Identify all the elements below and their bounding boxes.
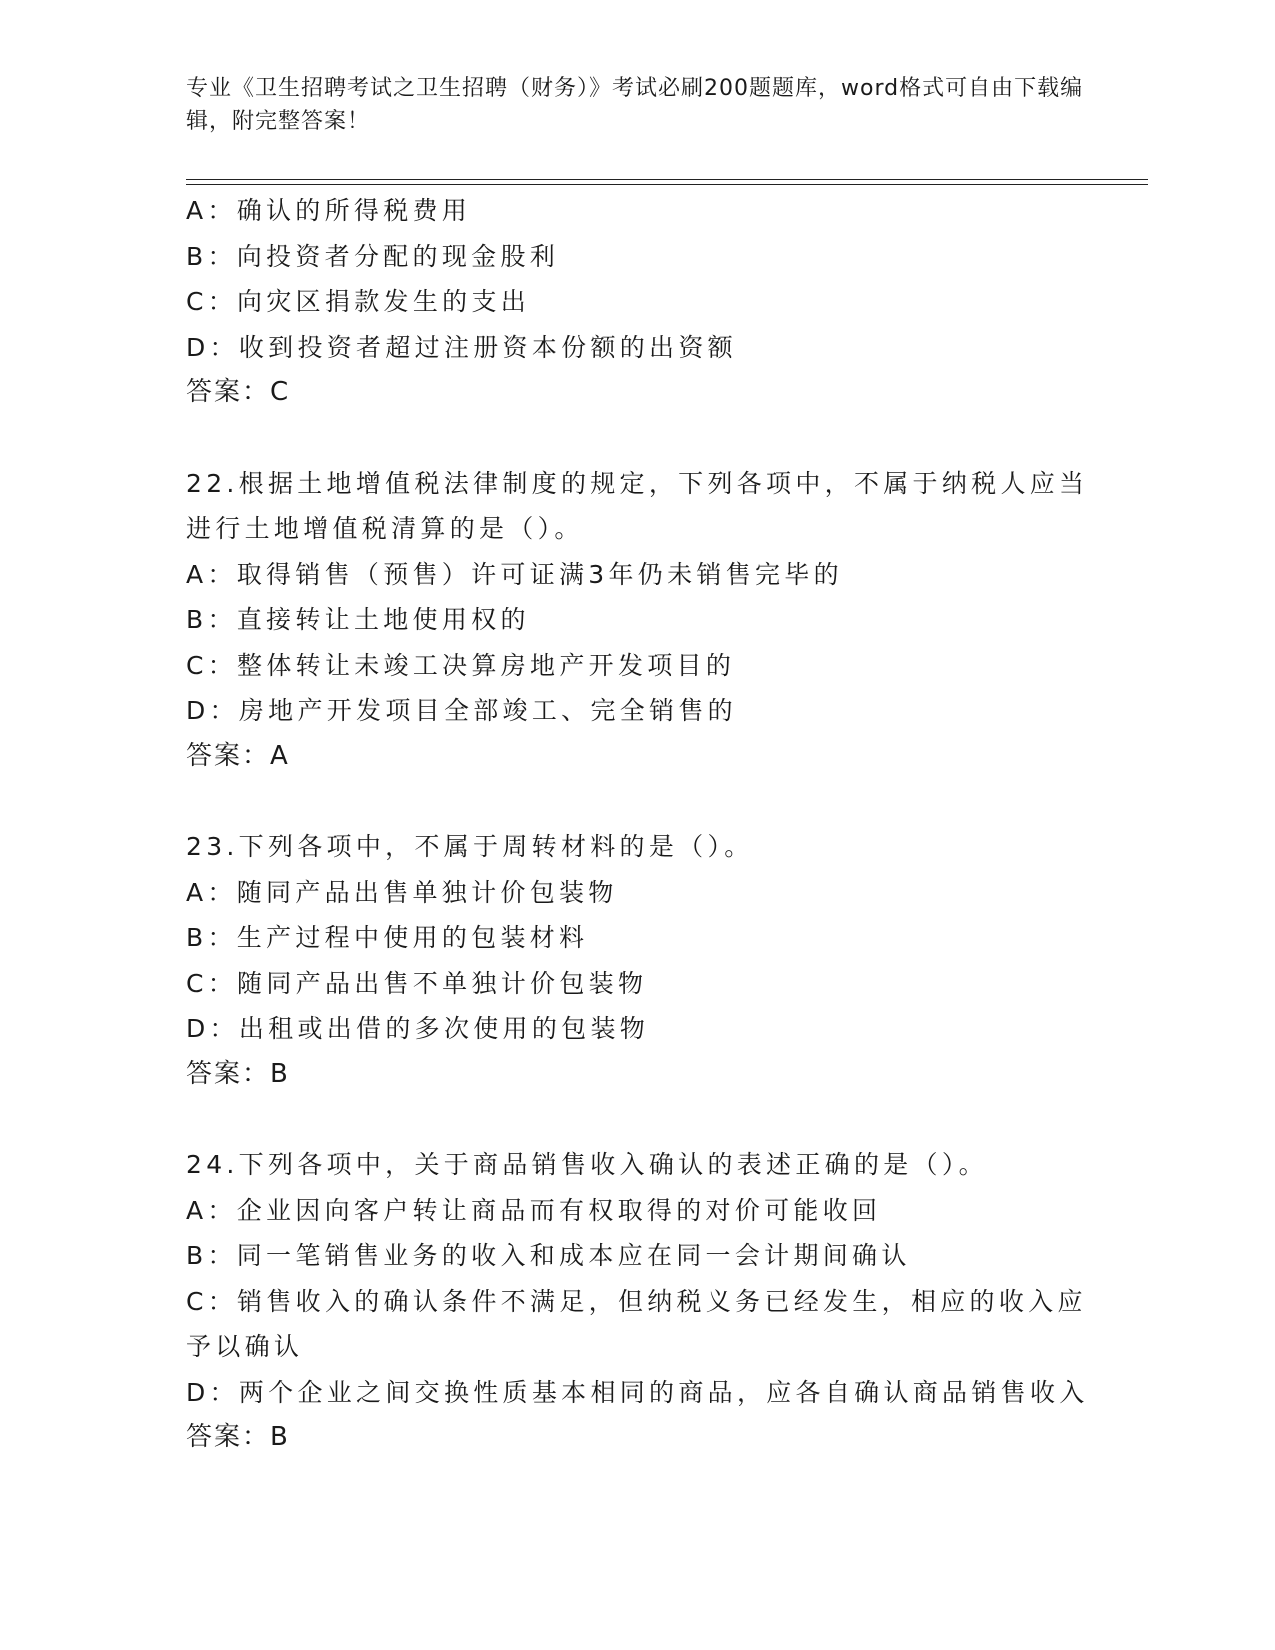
question-22 bbox=[186, 461, 1089, 780]
header-rule-bottom bbox=[186, 184, 1148, 185]
option-c-continued: 予以确认 bbox=[186, 1332, 304, 1361]
option-c: C：整体转让未竣工决算房地产开发项目的 bbox=[186, 650, 736, 680]
option-b: B：直接转让土地使用权的 bbox=[186, 605, 530, 634]
option-c: C：向灾区捐款发生的支出 bbox=[186, 287, 531, 316]
option-c: C：销售收入的确认条件不满足，但纳税义务已经发生，相应的收入应 bbox=[186, 1286, 1087, 1316]
option-d: D：收到投资者超过注册资本份额的出资额 bbox=[186, 332, 737, 362]
question-stem: 22.根据土地增值税法律制度的规定，下列各项中，不属于纳税人应当 bbox=[186, 468, 1089, 498]
option-d: D：两个企业之间交换性质基本相同的商品，应各自确认商品销售收入 bbox=[186, 1377, 1089, 1407]
option-a: A：确认的所得税费用 bbox=[186, 196, 472, 225]
question-21-tail bbox=[186, 188, 1086, 416]
question-stem-continued: 进行土地增值税清算的是（）。 bbox=[186, 514, 584, 543]
option-d: D：出租或出借的多次使用的包装物 bbox=[186, 1014, 650, 1043]
spacer bbox=[186, 779, 1086, 824]
spacer bbox=[186, 1097, 1086, 1142]
answer-line: 答案：B bbox=[186, 1058, 290, 1089]
option-d: D：房地产开发项目全部竣工、完全销售的 bbox=[186, 696, 737, 725]
spacer bbox=[186, 416, 1086, 461]
question-stem: 23.下列各项中，不属于周转材料的是（）。 bbox=[186, 832, 754, 861]
option-c: C：随同产品出售不单独计价包装物 bbox=[186, 968, 648, 998]
option-b: B：向投资者分配的现金股利 bbox=[186, 241, 560, 271]
question-list bbox=[186, 188, 1089, 1461]
question-24 bbox=[186, 1142, 1089, 1461]
option-a: A：随同产品出售单独计价包装物 bbox=[186, 877, 618, 907]
option-b: B：同一笔销售业务的收入和成本应在同一会计期间确认 bbox=[186, 1241, 911, 1270]
option-a: A：企业因向客户转让商品而有权取得的对价可能收回 bbox=[186, 1195, 882, 1225]
answer-line: 答案：C bbox=[186, 377, 291, 407]
question-23 bbox=[186, 824, 1086, 1097]
header-rule-top bbox=[186, 179, 1148, 180]
question-stem: 24.下列各项中，关于商品销售收入确认的表述正确的是（）。 bbox=[186, 1150, 988, 1179]
document-header: 专业《卫生招聘考试之卫生招聘（财务）》考试必刷200题题库，word格式可自由下载编辑，附完整答案！ bbox=[186, 76, 1084, 134]
answer-line: 答案：A bbox=[186, 740, 290, 771]
answer-line: 答案：B bbox=[186, 1422, 290, 1452]
option-b: B：生产过程中使用的包装材料 bbox=[186, 923, 589, 952]
option-a: A：取得销售（预售）许可证满3年仍未销售完毕的 bbox=[186, 559, 843, 589]
